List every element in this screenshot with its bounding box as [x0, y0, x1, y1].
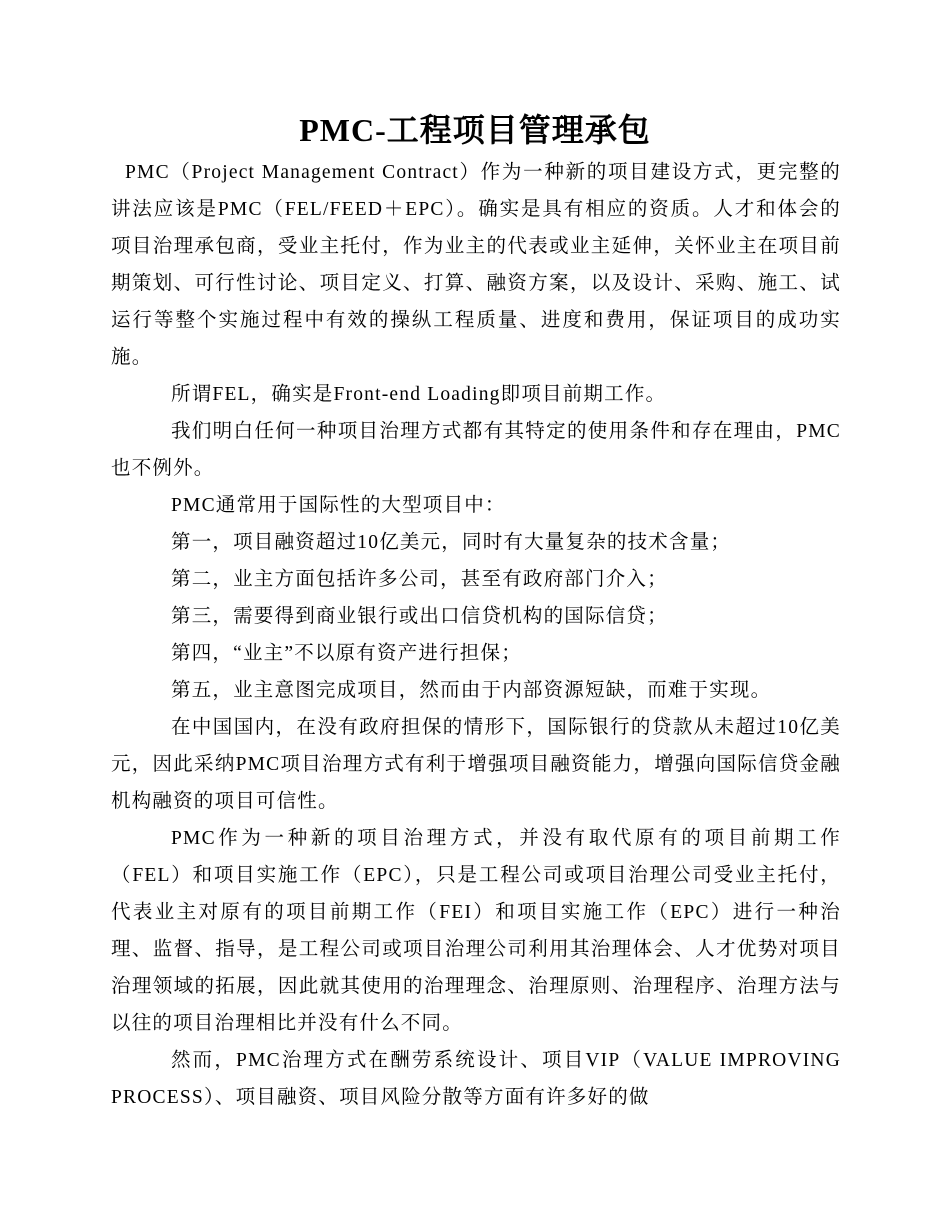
paragraph-pmc-definition: PMC（Project Management Contract）作为一种新的项目建设方式，更完整的讲法应该是PMC（FEL/FEED＋EPC）。确实是具有相应的资质。人才和体会的项目治理承包商，受业主托付，作为业主的代表或业主延伸，关怀业主在项目前期策划、可行性讨论、项目定义、打算、融资方案，以及设计、采购、施工、试运行等整个实施过程中有效的操纵工程质量、进度和费用，保证项目的成功实施。	[111, 162, 841, 368]
paragraph-international-projects: PMC通常用于国际性的大型项目中：	[171, 495, 506, 516]
list-item-second: 第二，业主方面包括许多公司，甚至有政府部门介入；	[171, 569, 668, 590]
document-title: PMC-工程项目管理承包	[299, 112, 651, 148]
list-item-first: 第一，项目融资超过10亿美元，同时有大量复杂的技术含量；	[171, 532, 732, 553]
paragraph-management-approach: PMC作为一种新的项目治理方式，并没有取代原有的项目前期工作（FEL）和项目实施工作（EPC），只是工程公司或项目治理公司受业主托付，代表业主对原有的项目前期工作（FEI）和项目实施工作（EPC）进行一种治理、监督、指导，是工程公司或项目治理公司利用其治理体会、人才优势对项目治理领域的拓展，因此就其使用的治理理念、治理原则、治理程序、治理方法与以往的项目治理相比并没有什么不同。	[111, 828, 841, 1034]
paragraph-usage-conditions: 我们明白任何一种项目治理方式都有其特定的使用条件和存在理由，PMC也不例外。	[111, 421, 841, 479]
list-item-third: 第三，需要得到商业银行或出口信贷机构的国际信贷；	[171, 606, 668, 627]
paragraph-domestic-financing: 在中国国内，在没有政府担保的情形下，国际银行的贷款从未超过10亿美元，因此采纳PMC项目治理方式有利于增强项目融资能力，增强向国际信贷金融机构融资的项目可信性。	[111, 717, 841, 812]
list-item-fourth: 第四，“业主”不以原有资产进行担保；	[171, 643, 522, 664]
paragraph-fel-definition: 所谓FEL，确实是Front-end Loading即项目前期工作。	[171, 384, 667, 405]
list-item-fifth: 第五，业主意图完成项目，然而由于内部资源短缺，而难于实现。	[171, 680, 772, 701]
paragraph-advantages: 然而，PMC治理方式在酬劳系统设计、项目VIP（VALUE IMPROVING PROCESS）、项目融资、项目风险分散等方面有许多好的做	[111, 1050, 841, 1108]
document-body	[111, 154, 841, 1116]
